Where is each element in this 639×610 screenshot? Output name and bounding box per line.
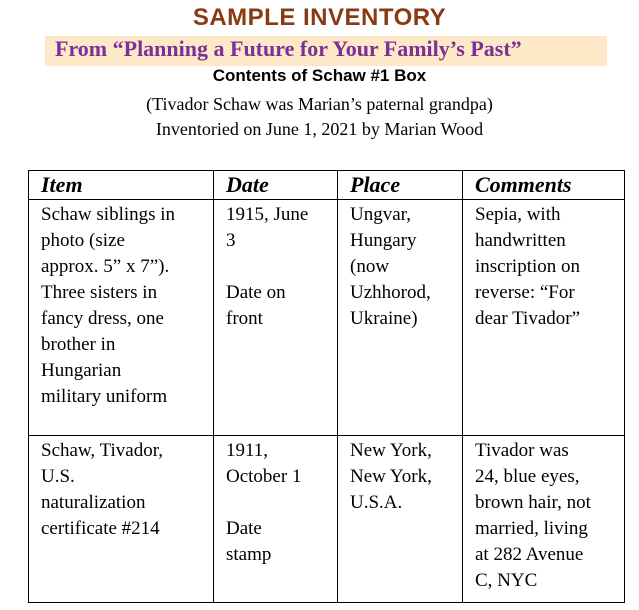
item-cell [29,436,214,603]
date-cell [214,200,338,436]
place-line: U.S.A. [350,492,403,513]
place-line: Ungvar, [350,204,411,225]
item-line: military uniform [41,386,168,407]
relationship-note: (Tivador Schaw was Marian’s paternal grandpa) [146,94,493,114]
comments-line: C, NYC [475,570,538,591]
table-row [29,436,625,603]
header-date: Date [214,171,338,200]
comments-line: at 282 Avenue [475,544,584,565]
place-line: New York, [350,440,432,461]
subtitle: From “Planning a Future for Your Family’s Past” [55,36,522,61]
comments-line: dear Tivador” [475,308,581,329]
item-line: naturalization [41,492,146,513]
comments-line: Sepia, with [475,204,561,225]
date-note-line: front [226,308,263,329]
date-note-line: stamp [226,544,272,565]
date-line: October 1 [226,466,302,487]
comments-line: reverse: “For [475,282,575,303]
comments-line: Tivador was [475,440,569,461]
date-line: 1915, June [226,204,309,225]
date-note-line: Date on [226,282,286,303]
spacer [226,490,331,516]
spacer [226,254,331,280]
table-row [29,200,625,436]
item-line: Schaw siblings in [41,204,176,225]
item-line: certificate #214 [41,518,160,539]
place-line: (now [350,256,390,277]
inventoried-line: Inventoried on June 1, 2021 by Marian Wood [155,119,484,139]
box-title: Contents of Schaw #1 Box [212,66,427,85]
place-line: Uzhhorod, [350,282,431,303]
header-item: Item [29,171,214,200]
item-line: U.S. [41,466,75,487]
place-line: Hungary [350,230,417,251]
header-comments: Comments [463,171,625,200]
place-line: Ukraine) [350,308,418,329]
comments-line: brown hair, not [475,492,591,513]
item-cell [29,200,214,436]
table-header-row [29,171,625,200]
item-line: brother in [41,334,116,355]
comments-line: married, living [475,518,588,539]
date-cell [214,436,338,603]
item-line: approx. 5” x 7”). [41,256,170,277]
item-line: fancy dress, one [41,308,164,329]
place-cell [338,436,463,603]
place-cell [338,200,463,436]
place-line: New York, [350,466,432,487]
item-line: Hungarian [41,360,122,381]
comments-cell [463,436,625,603]
header-place: Place [338,171,463,200]
item-line: Three sisters in [41,282,158,303]
date-note-line: Date [226,518,262,539]
item-line: photo (size [41,230,125,251]
comments-cell [463,200,625,436]
item-line: Schaw, Tivador, [41,440,164,461]
date-line: 3 [226,230,236,251]
comments-line: handwritten [475,230,566,251]
page-title: SAMPLE INVENTORY [192,4,447,31]
comments-line: inscription on [475,256,581,277]
date-line: 1911, [226,440,269,461]
inventory-table [28,170,625,603]
comments-line: 24, blue eyes, [475,466,580,487]
